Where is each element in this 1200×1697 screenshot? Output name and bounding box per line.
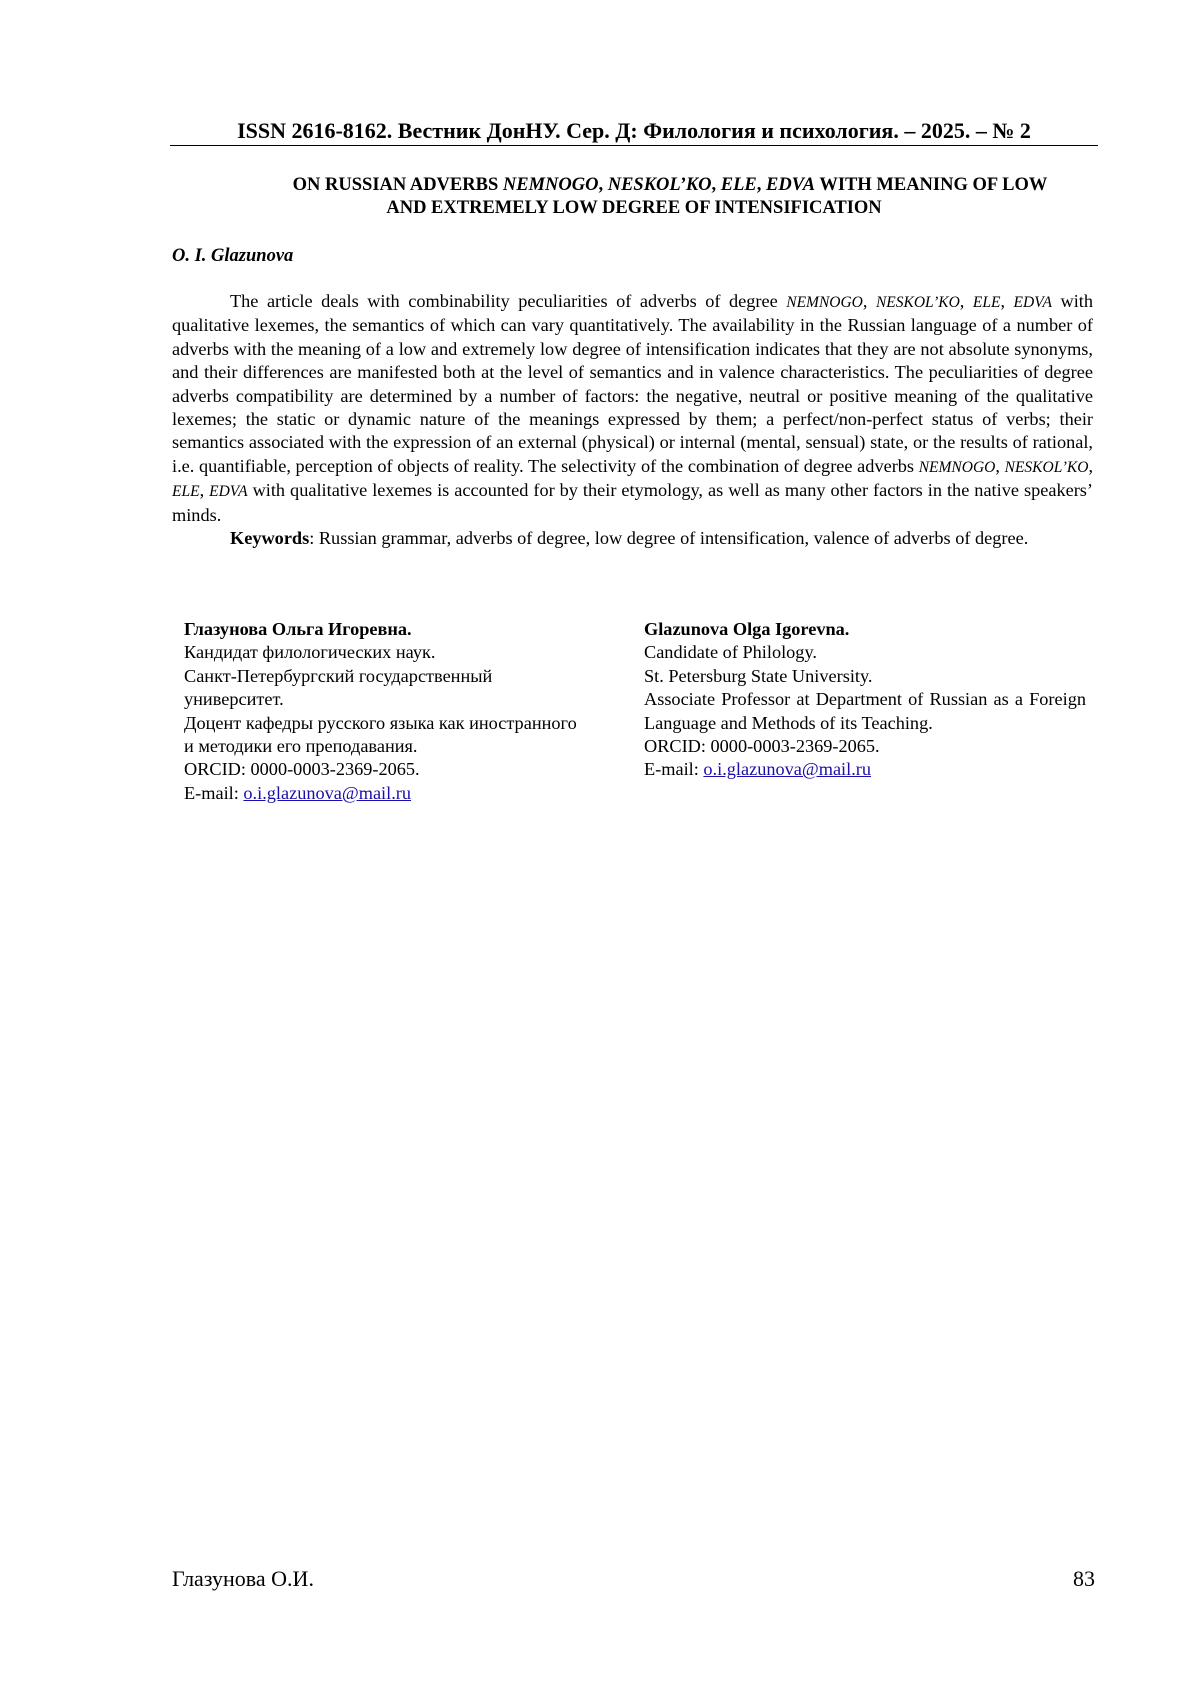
abstract-text: with qualitative lexemes is accounted for by their etymology, as well as many other factors in the native speakers’ minds.: [172, 480, 1093, 525]
footer-author: Глазунова О.И.: [172, 1566, 314, 1591]
author-info-email-line: [644, 758, 1086, 781]
abstract-term: NEMNOGO: [918, 458, 996, 476]
author-info-line: St. Petersburg State University.: [644, 665, 873, 686]
abstract-separator: ,: [1088, 455, 1094, 476]
abstract-separator: ,: [199, 480, 210, 501]
author-info-line: Associate Professor at Department of Russian as a Foreign Language and Methods of its Teaching.: [644, 689, 1086, 733]
email-label: E-mail:: [644, 759, 704, 780]
keywords-label: Keywords: [230, 528, 310, 549]
author-info-english: [644, 618, 1086, 782]
article-title: [170, 174, 1098, 220]
running-header: ISSN 2616-8162. Вестник ДонНУ. Сер. Д: Филология и психология. – 2025. – № 2: [237, 118, 1031, 143]
title-separator: ,: [598, 175, 608, 195]
abstract-text: with qualitative lexemes, the semantics of which can vary quantitatively. The availability in the Russian language of a number of adverbs with the meaning of a low and extremely low degree of intensification indicates that they are not absolute synonyms, and their differences are manifested both at the level of semantics and in valence characteristics. The peculiarities of degree adverbs compatibility are determined by a number of factors: the negative, neutral or positive meaning of the qualitative lexemes; the static or dynamic nature of the meanings expressed by them; a perfect/non-perfect status of verbs; their semantics associated with the expression of an external (physical) or internal (mental, sensual) state, or the results of rational, i.e. quantifiable, perception of objects of reality. The selectivity of the combination of degree adverbs: [172, 291, 1094, 476]
abstract-term: ELE: [172, 483, 200, 501]
author-info-line: университет.: [184, 689, 284, 710]
email-label: E-mail:: [184, 782, 244, 803]
title-line-1: [170, 174, 1098, 197]
author-info-russian: [184, 618, 624, 805]
page-number: 83: [1073, 1566, 1095, 1591]
title-term-edva: EDVA: [766, 175, 816, 195]
title-separator: ,: [756, 175, 767, 195]
author-info-line: ORCID: 0000-0003-2369-2065.: [184, 759, 420, 780]
author-info-name: Glazunova Olga Igorevna.: [644, 619, 850, 639]
abstract-separator: ,: [862, 291, 876, 311]
keywords-text: : Russian grammar, adverbs of degree, low degree of intensification, valence of adverbs of degree.: [309, 528, 1029, 549]
abstract-term: EDVA: [209, 483, 248, 501]
title-suffix: WITH MEANING OF LOW: [815, 175, 1048, 195]
abstract-paragraph: [172, 290, 1093, 527]
abstract-separator: ,: [995, 455, 1005, 476]
abstract-separator: ,: [1000, 291, 1014, 311]
abstract-text: The article deals with combinability peculiarities of adverbs of degree: [230, 291, 787, 311]
author-info-line: Кандидат филологических наук.: [184, 642, 436, 663]
title-line-2: AND EXTREMELY LOW DEGREE OF INTENSIFICATION: [386, 198, 882, 218]
keywords-paragraph: [172, 527, 1093, 550]
title-separator: ,: [711, 175, 721, 195]
author-info-line: Санкт-Петербургский государственный: [184, 665, 493, 686]
abstract-term: EDVA: [1013, 294, 1052, 311]
abstract-term: ELE: [972, 294, 1001, 311]
abstract-term: NESKOL’KO: [1004, 458, 1089, 476]
author-info-line: ORCID: 0000-0003-2369-2065.: [644, 736, 880, 757]
title-term-nemnogo: NEMNOGO: [502, 175, 599, 195]
author-name: O. I. Glazunova: [172, 246, 294, 266]
email-link[interactable]: o.i.glazunova@mail.ru: [703, 759, 872, 780]
author-info-line: Доцент кафедры русского языка как иностранного: [184, 712, 577, 733]
author-info-line: Candidate of Philology.: [644, 642, 817, 663]
title-prefix: ON RUSSIAN ADVERBS: [292, 175, 503, 195]
abstract: [172, 290, 1093, 550]
author-info-email-line: [184, 782, 624, 805]
abstract-term: NESKOL’KO: [875, 294, 960, 311]
email-link[interactable]: o.i.glazunova@mail.ru: [243, 782, 412, 803]
title-term-neskolko: NESKOL’KO: [607, 175, 712, 195]
header-rule: [170, 145, 1098, 146]
author-info-line: и методики его преподавания.: [184, 736, 418, 757]
abstract-separator: ,: [959, 291, 973, 311]
abstract-term: NEMNOGO: [786, 294, 863, 311]
title-term-ele: ELE: [720, 175, 757, 195]
author-info-name: Глазунова Ольга Игоревна.: [184, 619, 412, 639]
